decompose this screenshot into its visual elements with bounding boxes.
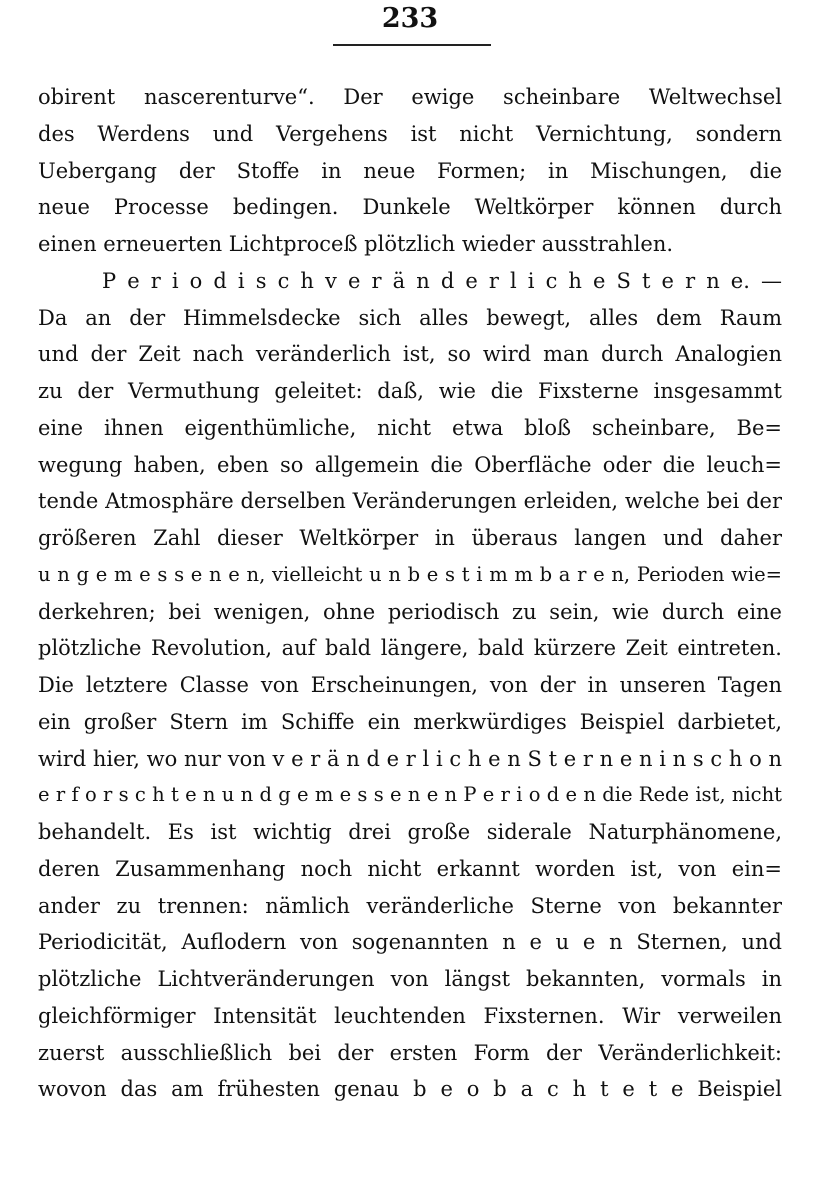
text-line: Uebergang der Stoffe in neue Formen; in Mischungen, die	[38, 158, 782, 183]
text-line: wovon das am frühesten genau b e o b a c h t e t e Beispiel	[38, 1077, 782, 1102]
text-line: gleichförmiger Intensität leuchtenden Fixsternen. Wir verweilen	[38, 1003, 782, 1028]
text-line: derkehren; bei wenigen, ohne periodisch zu sein, wie durch eine	[38, 599, 782, 624]
text-line: Die letztere Classe von Erscheinungen, von der in unseren Tagen	[38, 673, 782, 697]
text-line: plötzliche Revolution, auf bald längere, bald kürzere Zeit eintreten.	[38, 636, 782, 661]
text-line: größeren Zahl dieser Weltkörper in überaus langen und daher	[38, 526, 782, 550]
text-line: wegung haben, eben so allgemein die Oberfläche oder die leuch=	[38, 452, 782, 477]
text-line: und der Zeit nach veränderlich ist, so wird man durch Analogien	[38, 342, 782, 367]
text-line: deren Zusammenhang noch nicht erkannt worden ist, von ein=	[38, 856, 782, 881]
text-line: des Werdens und Vergehens ist nicht Vernichtung, sondern	[38, 121, 782, 146]
text-line: tende Atmosphäre derselben Veränderungen erleiden, welche bei der	[38, 489, 782, 514]
header-rule	[333, 44, 491, 46]
text-line: einen erneuerten Lichtproceß plötzlich wieder ausstrahlen.	[38, 232, 674, 256]
text-line: u n g e m e s s e n e n, vielleicht u n b e s t i m m b a r e n, Perioden wie=	[38, 562, 782, 586]
text-line: e r f o r s c h t e n u n d g e m e s s e n e n P e r i o d e n die Rede ist, nicht	[38, 783, 782, 807]
text-line: Periodicität, Auflodern von sogenannten n e u e n Sternen, und	[38, 930, 782, 955]
text-line: plötzliche Lichtveränderungen von längst bekannten, vormals in	[38, 967, 782, 991]
text-line: eine ihnen eigenthümliche, nicht etwa bloß scheinbare, Be=	[38, 415, 782, 440]
body-text	[38, 79, 782, 1108]
text-line: wird hier, wo nur von v e r ä n d e r l i c h e n S t e r n e n i n s c h o n	[38, 746, 782, 771]
text-line: ander zu trennen: nämlich veränderliche Sterne von bekannter	[38, 893, 782, 918]
text-line: zuerst ausschließlich bei der ersten Form der Veränderlichkeit:	[38, 1040, 782, 1065]
text-line: obirent nascerenturve“. Der ewige scheinbare Weltwechsel	[38, 85, 782, 109]
text-line: neue Processe bedingen. Dunkele Weltkörper können durch	[38, 195, 782, 220]
text-line: ein großer Stern im Schiffe ein merkwürdiges Beispiel darbietet,	[38, 709, 782, 734]
text-line: behandelt. Es ist wichtig drei große siderale Naturphänomene,	[38, 820, 782, 844]
text-line: zu der Vermuthung geleitet: daß, wie die Fixsterne insgesammt	[38, 379, 782, 403]
text-line: Da an der Himmelsdecke sich alles bewegt, alles dem Raum	[38, 305, 782, 330]
page-number: 233	[381, 3, 439, 34]
section-heading: P e r i o d i s c h v e r ä n d e r l i c h e S t e r n e. —	[102, 268, 782, 293]
